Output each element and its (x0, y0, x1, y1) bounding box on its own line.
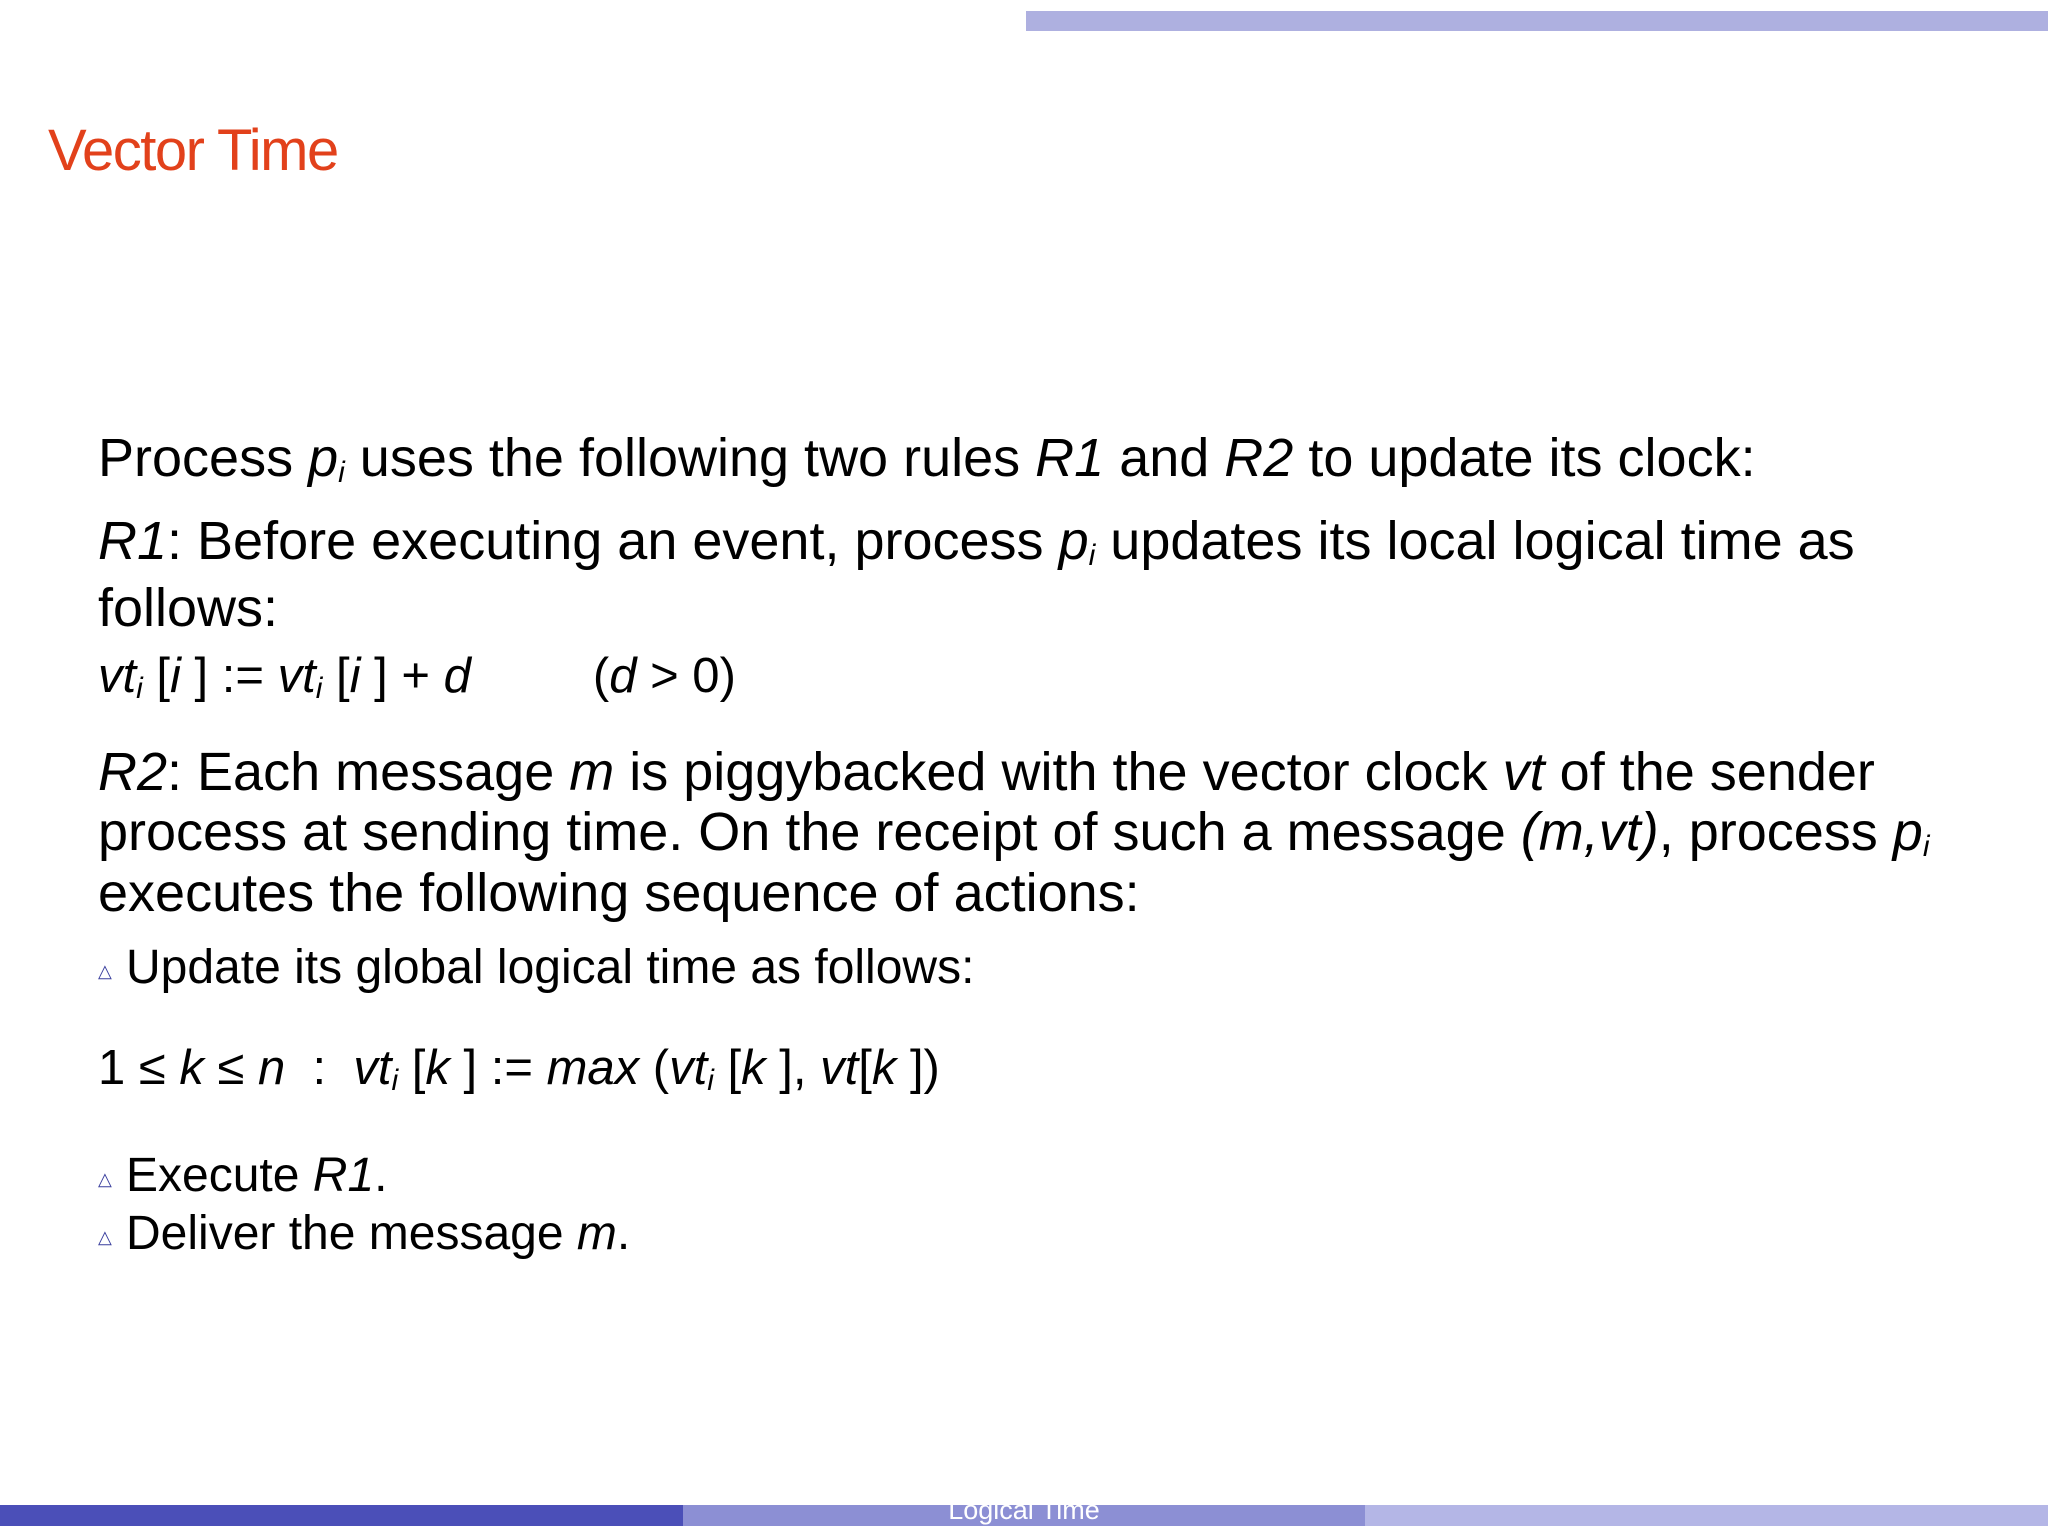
vt-symbol: vt (820, 1041, 859, 1095)
list-item (98, 1206, 630, 1265)
formula-bracket: [ (142, 649, 171, 703)
rule-r2-text-3: of the sender (1544, 742, 1875, 802)
message-tuple: (m,vt) (1520, 802, 1659, 862)
message-symbol: m (569, 742, 615, 802)
rule-r2-line1 (98, 742, 1875, 802)
vt-symbol: vt (98, 649, 137, 703)
bullet-period: . (374, 1149, 388, 1202)
process-symbol: p (1058, 511, 1089, 571)
rule-r2-text-2: is piggybacked with the vector clock (614, 742, 1503, 802)
max-formula (98, 1038, 940, 1098)
rule-r1-label: R1 (98, 511, 168, 571)
count-symbol: n (258, 1041, 286, 1095)
rule-r1-text-1: : Before executing an event, process (167, 511, 1059, 571)
slide-title: Vector Time (48, 118, 338, 183)
r1-formula (98, 646, 736, 706)
rule-r2-label: R2 (98, 742, 168, 802)
triangle-bullet-icon: △ (98, 961, 112, 981)
formula-bracket: [ (858, 1041, 872, 1095)
index-symbol: k (425, 1041, 450, 1095)
formula-range: 1 ≤ (98, 1041, 180, 1095)
vt-symbol: vt (277, 649, 316, 703)
top-accent-bar (1026, 11, 2048, 31)
formula-range: ≤ (203, 1041, 258, 1095)
vt-subscript: i (136, 672, 143, 705)
formula-colon: : (285, 1041, 354, 1095)
process-subscript: i (338, 456, 345, 489)
process-subscript: i (1922, 830, 1930, 863)
bullet-period: . (616, 1207, 631, 1260)
formula-comma: ], (765, 1041, 821, 1095)
condition-symbol: d (609, 649, 637, 703)
formula-bracket: [ (713, 1041, 742, 1095)
rule-r2-line2 (98, 802, 1930, 862)
intro-text-1: Process (98, 428, 309, 488)
rule-r2-text-1: : Each message (167, 742, 570, 802)
formula-plus: ] + (360, 649, 444, 703)
triangle-bullet-icon: △ (98, 1169, 112, 1189)
formula-close: ]) (896, 1041, 940, 1095)
footer-label: Logical Time (948, 1495, 1100, 1525)
list-item (98, 1148, 387, 1207)
vt-subscript: i (707, 1064, 714, 1097)
formula-bracket: [ (322, 649, 350, 703)
rule-r2-line3: executes the following sequence of actions: (98, 863, 1140, 923)
triangle-bullet-icon: △ (98, 1227, 112, 1247)
intro-text-3: and (1104, 428, 1225, 488)
rule-r2-text-4: process at sending time. On the receipt of such a message (98, 802, 1521, 862)
rule-r1-line1 (98, 511, 1855, 571)
formula-bracket: [ (398, 1041, 426, 1095)
rule-r1-text-2: updates its local logical time as (1095, 511, 1855, 571)
index-symbol: i (170, 649, 181, 703)
max-function: max (546, 1041, 640, 1095)
vt-symbol: vt (353, 1041, 392, 1095)
message-symbol: m (576, 1207, 617, 1260)
intro-text-2: uses the following two rules (344, 428, 1036, 488)
vt-subscript: i (391, 1064, 399, 1097)
index-symbol: k (871, 1041, 897, 1095)
rule-r1-ref: R1 (1035, 428, 1105, 488)
condition-rest: > 0) (636, 649, 736, 703)
process-symbol: p (308, 428, 339, 488)
bullet-text: Execute (126, 1149, 313, 1202)
process-subscript: i (1088, 539, 1096, 572)
list-item (98, 940, 974, 999)
bullet-text: Update its global logical time as follows: (126, 941, 975, 994)
formula-assign: ] := (180, 649, 278, 703)
increment-symbol: d (443, 649, 471, 703)
process-symbol: p (1892, 802, 1923, 862)
index-symbol: k (741, 1041, 766, 1095)
formula-paren: ( (639, 1041, 670, 1095)
formula-assign: ] := (449, 1041, 547, 1095)
bullet-text: Deliver the message (126, 1207, 577, 1260)
rule-r1-line2: follows: (98, 578, 279, 638)
intro-text-4: to update its clock: (1293, 428, 1756, 488)
index-symbol: i (349, 649, 361, 703)
condition-open: ( (592, 649, 610, 703)
vt-subscript: i (315, 672, 323, 705)
vt-symbol: vt (669, 1041, 708, 1095)
index-symbol: k (179, 1041, 204, 1095)
rule-r2-text-5: , process (1658, 802, 1893, 862)
rule-r2-ref: R2 (1224, 428, 1294, 488)
rule-r1-ref: R1 (312, 1149, 375, 1202)
vt-symbol: vt (1502, 742, 1545, 802)
intro-paragraph (98, 428, 1756, 488)
